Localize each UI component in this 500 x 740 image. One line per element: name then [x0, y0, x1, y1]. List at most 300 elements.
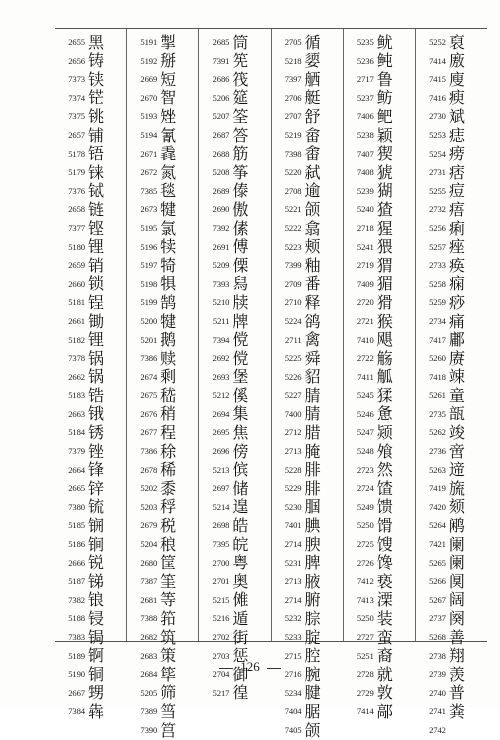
entry-number: 5205 [140, 687, 158, 698]
entry-number: 2732 [429, 204, 446, 215]
entry-character: 颊 [304, 237, 321, 257]
entry-character: 掣 [160, 32, 177, 52]
table-row [58, 479, 124, 498]
entry-character: 貂 [304, 367, 321, 387]
entry-character: 铼 [88, 162, 105, 182]
entry-number: 2662 [68, 371, 85, 382]
table-row [130, 609, 196, 628]
table-row [202, 572, 268, 591]
table-row [58, 238, 124, 257]
table-row [275, 89, 341, 108]
entry-number: 7385 [140, 185, 158, 196]
entry-number: 5258 [429, 278, 446, 289]
table-row [58, 368, 124, 387]
entry-character: 筝 [232, 162, 249, 182]
table-row [202, 33, 268, 52]
entry-number: 5203 [140, 501, 158, 512]
table-row [347, 702, 413, 721]
entry-character: 斌 [448, 106, 465, 126]
table-row [202, 312, 268, 331]
table-row [347, 312, 413, 331]
entry-number: 2669 [140, 74, 158, 85]
entry-number: 5265 [429, 557, 446, 568]
table-row [275, 479, 341, 498]
entry-character: 猰 [376, 144, 393, 164]
table-column [55, 29, 126, 721]
entry-character: 翕 [304, 218, 321, 238]
table-row [347, 554, 413, 573]
entry-character: 徨 [232, 683, 249, 703]
entry-character: 稃 [160, 497, 177, 517]
entry-number: 5215 [212, 594, 230, 605]
entry-character: 腑 [304, 590, 321, 610]
table-row [58, 256, 124, 275]
entry-character: 痧 [448, 292, 465, 312]
entry-number: 2705 [284, 37, 302, 47]
table-row [347, 609, 413, 628]
table-row [202, 628, 268, 647]
entry-character: 傃 [232, 218, 249, 238]
table-row [130, 238, 196, 257]
entry-number: 2673 [140, 204, 158, 215]
entry-number: 5264 [429, 520, 446, 531]
entry-character: 智 [160, 88, 177, 108]
entry-character: 铺 [88, 125, 105, 145]
entry-character: 筀 [160, 571, 177, 591]
entry-number: 7412 [356, 576, 374, 587]
table-row [275, 442, 341, 461]
entry-character: 装 [376, 609, 393, 628]
table-row [419, 293, 485, 312]
entry-number: 5178 [68, 148, 85, 159]
entry-number: 2723 [356, 464, 374, 475]
entry-character: 筏 [232, 69, 249, 89]
table-row [130, 182, 196, 201]
entry-number: 2702 [212, 632, 230, 642]
entry-character: 痛 [448, 311, 465, 331]
entry-number: 7414 [429, 55, 446, 66]
entry-character: 铓 [88, 88, 105, 108]
entry-number: 7389 [140, 706, 158, 717]
entry-character: 锓 [88, 609, 105, 628]
entry-number: 7373 [68, 74, 85, 85]
entry-character: 痢 [448, 218, 465, 238]
table-row [347, 33, 413, 52]
entry-number: 5210 [212, 297, 230, 308]
entry-character: 猴 [376, 311, 393, 331]
table-row [202, 684, 268, 703]
entry-number: 7406 [356, 111, 374, 122]
entry-number: 2698 [212, 520, 230, 531]
entry-character: 奥 [232, 571, 249, 591]
entry-number: 5229 [284, 483, 302, 494]
entry-number: 5233 [284, 632, 302, 642]
entry-character: 舄 [232, 274, 249, 294]
entry-number: 5235 [356, 37, 374, 47]
entry-number: 2713 [284, 446, 302, 457]
table-row [347, 145, 413, 164]
entry-number: 2726 [356, 557, 374, 568]
table-row [275, 498, 341, 517]
table-row [419, 219, 485, 238]
entry-number: 5241 [356, 241, 374, 252]
entry-number: 2666 [68, 557, 85, 568]
entry-character: 腆 [304, 516, 321, 536]
entry-character: 粤 [232, 553, 249, 573]
table-row [202, 145, 268, 164]
entry-character: 锏 [88, 534, 105, 554]
entry-character: 剩 [160, 367, 177, 387]
entry-character: 释 [304, 292, 321, 312]
entry-number: 5185 [68, 520, 85, 531]
entry-character: 阑 [448, 534, 465, 554]
table-row [202, 256, 268, 275]
entry-number: 7399 [284, 260, 302, 271]
table-row [275, 684, 341, 703]
entry-character: 鹄 [160, 292, 177, 312]
entry-number: 5232 [284, 613, 302, 624]
entry-character: 惫 [376, 404, 393, 424]
table-row [58, 572, 124, 591]
entry-number: 7397 [284, 74, 302, 85]
table-row [275, 628, 341, 647]
table-row [419, 684, 485, 703]
entry-character: 锅 [88, 348, 105, 368]
entry-character: 锐 [88, 553, 105, 573]
entry-character: 锈 [88, 423, 105, 443]
entry-character: 舜 [304, 348, 321, 368]
entry-number: 5218 [284, 55, 302, 66]
table-row [419, 386, 485, 405]
entry-number: 7388 [140, 613, 158, 624]
table-column [126, 29, 198, 740]
table-row [347, 52, 413, 71]
entry-number: 5253 [429, 129, 446, 140]
table-row [130, 591, 196, 610]
entry-number: 5189 [68, 650, 85, 661]
entry-character: 遁 [232, 609, 249, 628]
entry-character: 猥 [376, 237, 393, 257]
entry-number: 5190 [68, 669, 85, 680]
entry-character: 鄘 [448, 330, 465, 350]
table-row [419, 163, 485, 182]
table-row [130, 70, 196, 89]
entry-character: 痞 [448, 162, 465, 182]
entry-character: 傲 [232, 199, 249, 219]
entry-number: 7380 [68, 501, 85, 512]
entry-number: 5260 [429, 353, 446, 364]
table-row [275, 349, 341, 368]
table-row [275, 572, 341, 591]
entry-number: 5180 [68, 241, 85, 252]
entry-number: 7384 [68, 706, 85, 717]
entry-character: 瓿 [448, 404, 465, 424]
table-row [130, 200, 196, 219]
entry-character: 痣 [448, 125, 465, 145]
entry-number: 7415 [429, 74, 446, 85]
entry-number: 5179 [68, 167, 85, 178]
entry-character: 颏 [448, 497, 465, 517]
table-row [130, 33, 196, 52]
table-row [202, 163, 268, 182]
table-row [58, 107, 124, 126]
entry-number: 5195 [140, 222, 158, 233]
entry-number: 5184 [68, 427, 85, 438]
entry-character: 猱 [376, 385, 393, 405]
entry-number: 2688 [212, 148, 230, 159]
table-row [58, 182, 124, 201]
entry-character: 犍 [160, 311, 177, 331]
entry-number: 5182 [68, 334, 85, 345]
table-row [58, 498, 124, 517]
entry-character: 裒 [448, 32, 465, 52]
entry-number: 2715 [284, 650, 302, 661]
entry-character: 腋 [304, 571, 321, 591]
table-row [58, 702, 124, 721]
page-number: 126 [240, 659, 260, 674]
entry-number: 2711 [285, 334, 302, 345]
table-row [419, 628, 485, 647]
entry-number: 2695 [212, 427, 230, 438]
entry-character: 觚 [376, 367, 393, 387]
entry-number: 7394 [212, 334, 230, 345]
entry-character: 锂 [88, 237, 105, 257]
entry-number: 2672 [140, 167, 158, 178]
entry-character: 粪 [448, 701, 465, 721]
entry-number: 7404 [284, 706, 302, 717]
entry-character: 弑 [304, 162, 321, 182]
entry-character: 逾 [304, 181, 321, 201]
entry-character: 阒 [448, 571, 465, 591]
entry-number: 2657 [68, 129, 85, 140]
entry-number: 7390 [140, 724, 158, 735]
table-row [419, 535, 485, 554]
entry-character: 锔 [88, 627, 105, 647]
table-row [202, 275, 268, 294]
table-row [130, 423, 196, 442]
table-row [202, 591, 268, 610]
table-row [347, 238, 413, 257]
entry-number: 5268 [429, 632, 446, 642]
entry-number: 5247 [356, 427, 374, 438]
entry-character: 筜 [160, 701, 177, 721]
entry-character: 氯 [160, 218, 177, 238]
entry-number: 5220 [284, 167, 302, 178]
table-row [275, 219, 341, 238]
entry-character: 锎 [88, 516, 105, 536]
entry-character: 黍 [160, 478, 177, 498]
entry-number: 2736 [429, 446, 446, 457]
entry-number: 5181 [68, 297, 85, 308]
entry-character: 腊 [304, 423, 321, 443]
table-row [58, 442, 124, 461]
table-row [202, 52, 268, 71]
entry-number: 5213 [212, 464, 230, 475]
entry-character: 脾 [304, 553, 321, 573]
entry-number: 2658 [68, 204, 85, 215]
entry-character: 飓 [376, 330, 393, 350]
entry-character: 蛮 [376, 627, 393, 647]
entry-character: 矬 [160, 106, 177, 126]
entry-number: 5226 [284, 371, 302, 382]
entry-character: 锕 [88, 646, 105, 666]
entry-character: 腈 [304, 404, 321, 424]
entry-number: 5206 [212, 92, 230, 103]
entry-character: 釉 [304, 255, 321, 275]
entry-number: 5257 [429, 241, 446, 252]
table-row [275, 591, 341, 610]
table-row [347, 572, 413, 591]
entry-number: 2741 [429, 706, 446, 717]
entry-character: 腈 [304, 385, 321, 405]
entry-character: 傣 [232, 181, 249, 201]
entry-number: 2681 [140, 594, 158, 605]
entry-number: 7411 [357, 371, 374, 382]
entry-number: 2725 [356, 539, 374, 550]
entry-number: 2665 [68, 483, 85, 494]
entry-number: 7405 [284, 724, 302, 735]
table-row [58, 386, 124, 405]
entry-character: 傍 [232, 441, 249, 461]
table-row [202, 442, 268, 461]
entry-character: 锉 [88, 441, 105, 461]
entry-character: 掰 [160, 51, 177, 71]
entry-character: 普 [448, 683, 465, 703]
table-row [419, 516, 485, 535]
entry-number: 7418 [429, 371, 446, 382]
table-row [419, 331, 485, 350]
entry-character: 筑 [160, 627, 177, 647]
table-row [419, 89, 485, 108]
entry-number: 5211 [212, 315, 230, 326]
table-row [130, 368, 196, 387]
table-row [58, 423, 124, 442]
table-row [347, 70, 413, 89]
table-row [347, 442, 413, 461]
entry-number: 2689 [212, 185, 230, 196]
entry-number: 7386 [140, 353, 158, 364]
entry-number: 7401 [284, 520, 302, 531]
table-row [130, 628, 196, 647]
entry-number: 2708 [284, 185, 302, 196]
entry-number: 5256 [429, 222, 446, 233]
table-row [419, 238, 485, 257]
entry-number: 5204 [140, 539, 158, 550]
entry-character: 傥 [232, 348, 249, 368]
entry-character: 畲 [304, 125, 321, 145]
table-row [347, 386, 413, 405]
table-row [419, 721, 485, 740]
table-row [202, 238, 268, 257]
entry-character: 颎 [376, 423, 393, 443]
entry-character: 集 [232, 404, 249, 424]
entry-character: 腔 [304, 646, 321, 666]
entry-number: 2739 [429, 669, 446, 680]
entry-character: 短 [160, 69, 177, 89]
table-row [58, 126, 124, 145]
table-row [58, 293, 124, 312]
entry-number: 5267 [429, 594, 446, 605]
entry-number: 2692 [212, 353, 230, 364]
entry-number: 2656 [68, 55, 85, 66]
entry-character: 腓 [304, 460, 321, 480]
entry-number: 2694 [212, 408, 230, 419]
entry-number: 5201 [140, 334, 158, 345]
entry-number: 7395 [212, 539, 230, 550]
entry-number: 5246 [356, 408, 374, 419]
entry-character: 傅 [232, 237, 249, 257]
entry-number: 2727 [356, 632, 374, 642]
entry-number: 5245 [356, 390, 374, 401]
entry-character: 黑 [88, 32, 105, 52]
table-row [419, 609, 485, 628]
table-row [130, 684, 196, 703]
entry-character: 腘 [304, 497, 321, 517]
entry-character: 觞 [376, 348, 393, 368]
table-row [347, 331, 413, 350]
entry-character: 销 [88, 255, 105, 275]
table-row [347, 684, 413, 703]
entry-character: 筵 [232, 88, 249, 108]
table-row [202, 368, 268, 387]
entry-character: 翔 [448, 646, 465, 666]
table-row [419, 554, 485, 573]
entry-character: 童 [448, 385, 465, 405]
table-row [419, 52, 485, 71]
entry-number: 5196 [140, 241, 158, 252]
entry-character: 毳 [160, 144, 177, 164]
table-row [347, 535, 413, 554]
table-row [347, 163, 413, 182]
table-row [58, 219, 124, 238]
entry-character: 傩 [232, 590, 249, 610]
entry-character: 筛 [160, 683, 177, 703]
entry-number: 5249 [356, 501, 374, 512]
entry-character: 阑 [448, 553, 465, 573]
table-row [202, 219, 268, 238]
entry-character: 犍 [160, 199, 177, 219]
entry-character: 锑 [88, 571, 105, 591]
entry-number: 5183 [68, 390, 85, 401]
table-row [130, 405, 196, 424]
entry-number: 2655 [68, 37, 85, 47]
entry-character: 嵇 [160, 385, 177, 405]
table-row [58, 516, 124, 535]
table-row [347, 182, 413, 201]
entry-character: 亵 [376, 571, 393, 591]
entry-character: 鱿 [376, 32, 393, 52]
table-row [419, 275, 485, 294]
table-row [347, 256, 413, 275]
entry-number: 5254 [429, 148, 446, 159]
table-row [202, 554, 268, 573]
entry-number: 2742 [429, 724, 446, 735]
entry-character: 稂 [160, 534, 177, 554]
entry-character: 傒 [232, 385, 249, 405]
entry-character: 猩 [376, 218, 393, 238]
table-row [275, 163, 341, 182]
entry-number: 2731 [429, 167, 446, 178]
entry-character: 答 [232, 125, 249, 145]
entry-character: 馈 [376, 497, 393, 517]
table-row [347, 591, 413, 610]
table-row [130, 293, 196, 312]
entry-character: 馉 [376, 516, 393, 536]
table-row [58, 591, 124, 610]
table-row [130, 535, 196, 554]
table-row [58, 52, 124, 71]
entry-number: 7377 [68, 222, 85, 233]
